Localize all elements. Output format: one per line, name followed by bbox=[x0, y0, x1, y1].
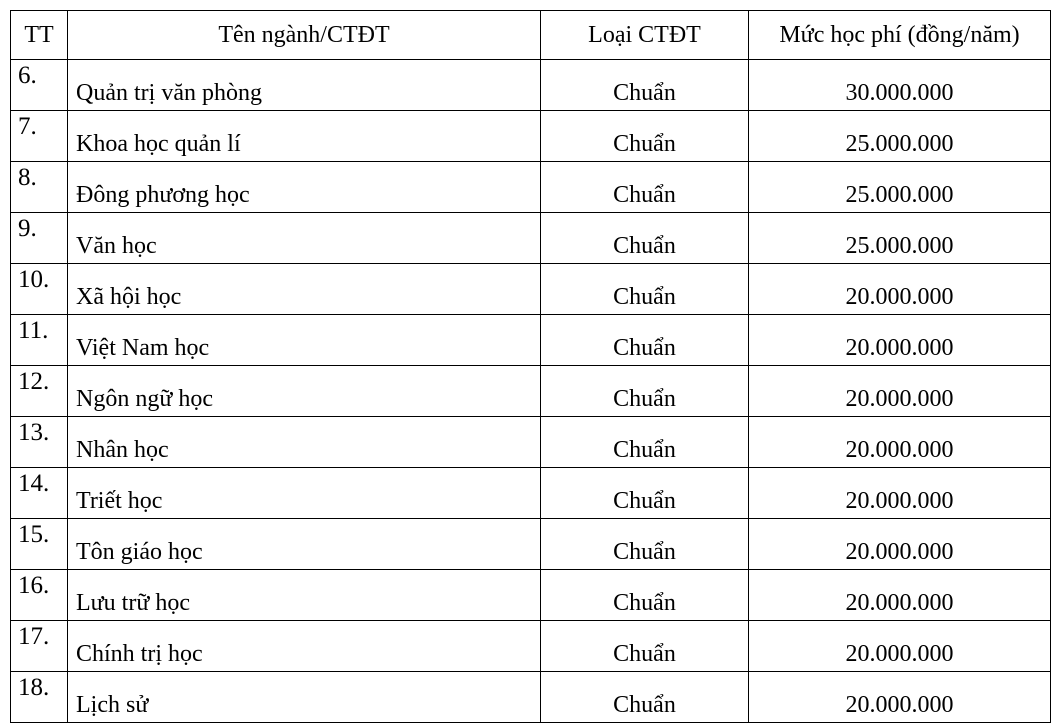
row-number: 6. bbox=[11, 60, 68, 111]
tuition-fee: 20.000.000 bbox=[749, 264, 1051, 315]
row-number: 7. bbox=[11, 111, 68, 162]
row-number: 11. bbox=[11, 315, 68, 366]
table-row bbox=[11, 519, 1051, 570]
header-program-type: Loại CTĐT bbox=[541, 11, 749, 60]
program-name: Đông phương học bbox=[68, 162, 541, 213]
tuition-fee: 20.000.000 bbox=[749, 519, 1051, 570]
table-body bbox=[11, 60, 1051, 723]
row-number: 13. bbox=[11, 417, 68, 468]
program-name: Ngôn ngữ học bbox=[68, 366, 541, 417]
tuition-fee: 20.000.000 bbox=[749, 672, 1051, 723]
program-type: Chuẩn bbox=[541, 111, 749, 162]
tuition-fee: 20.000.000 bbox=[749, 366, 1051, 417]
row-number: 10. bbox=[11, 264, 68, 315]
program-type: Chuẩn bbox=[541, 468, 749, 519]
program-type: Chuẩn bbox=[541, 60, 749, 111]
program-type: Chuẩn bbox=[541, 162, 749, 213]
table-row bbox=[11, 315, 1051, 366]
program-name: Khoa học quản lí bbox=[68, 111, 541, 162]
table-row bbox=[11, 162, 1051, 213]
row-number: 14. bbox=[11, 468, 68, 519]
table-row bbox=[11, 570, 1051, 621]
tuition-fee: 25.000.000 bbox=[749, 111, 1051, 162]
table-row bbox=[11, 468, 1051, 519]
program-type: Chuẩn bbox=[541, 366, 749, 417]
row-number: 17. bbox=[11, 621, 68, 672]
program-type: Chuẩn bbox=[541, 672, 749, 723]
header-tuition-fee: Mức học phí (đồng/năm) bbox=[749, 11, 1051, 60]
row-number: 12. bbox=[11, 366, 68, 417]
row-number: 8. bbox=[11, 162, 68, 213]
program-name: Tôn giáo học bbox=[68, 519, 541, 570]
row-number: 16. bbox=[11, 570, 68, 621]
tuition-fee: 30.000.000 bbox=[749, 60, 1051, 111]
program-type: Chuẩn bbox=[541, 519, 749, 570]
program-name: Xã hội học bbox=[68, 264, 541, 315]
table-row bbox=[11, 417, 1051, 468]
program-type: Chuẩn bbox=[541, 621, 749, 672]
table-row bbox=[11, 60, 1051, 111]
program-name: Lưu trữ học bbox=[68, 570, 541, 621]
table-row bbox=[11, 621, 1051, 672]
table-row bbox=[11, 366, 1051, 417]
row-number: 18. bbox=[11, 672, 68, 723]
header-tt: TT bbox=[11, 11, 68, 60]
tuition-fee-table bbox=[10, 10, 1051, 723]
header-program-name: Tên ngành/CTĐT bbox=[68, 11, 541, 60]
program-type: Chuẩn bbox=[541, 213, 749, 264]
tuition-fee: 25.000.000 bbox=[749, 162, 1051, 213]
program-name: Lịch sử bbox=[68, 672, 541, 723]
tuition-fee: 25.000.000 bbox=[749, 213, 1051, 264]
table-header-row bbox=[11, 11, 1051, 60]
tuition-fee: 20.000.000 bbox=[749, 570, 1051, 621]
table-row bbox=[11, 111, 1051, 162]
program-type: Chuẩn bbox=[541, 264, 749, 315]
program-type: Chuẩn bbox=[541, 315, 749, 366]
program-type: Chuẩn bbox=[541, 570, 749, 621]
program-type: Chuẩn bbox=[541, 417, 749, 468]
row-number: 9. bbox=[11, 213, 68, 264]
tuition-fee: 20.000.000 bbox=[749, 621, 1051, 672]
program-name: Quản trị văn phòng bbox=[68, 60, 541, 111]
row-number: 15. bbox=[11, 519, 68, 570]
tuition-fee: 20.000.000 bbox=[749, 417, 1051, 468]
program-name: Triết học bbox=[68, 468, 541, 519]
tuition-fee: 20.000.000 bbox=[749, 315, 1051, 366]
table-row bbox=[11, 672, 1051, 723]
tuition-fee: 20.000.000 bbox=[749, 468, 1051, 519]
program-name: Chính trị học bbox=[68, 621, 541, 672]
program-name: Văn học bbox=[68, 213, 541, 264]
program-name: Nhân học bbox=[68, 417, 541, 468]
table-row bbox=[11, 264, 1051, 315]
table-row bbox=[11, 213, 1051, 264]
program-name: Việt Nam học bbox=[68, 315, 541, 366]
